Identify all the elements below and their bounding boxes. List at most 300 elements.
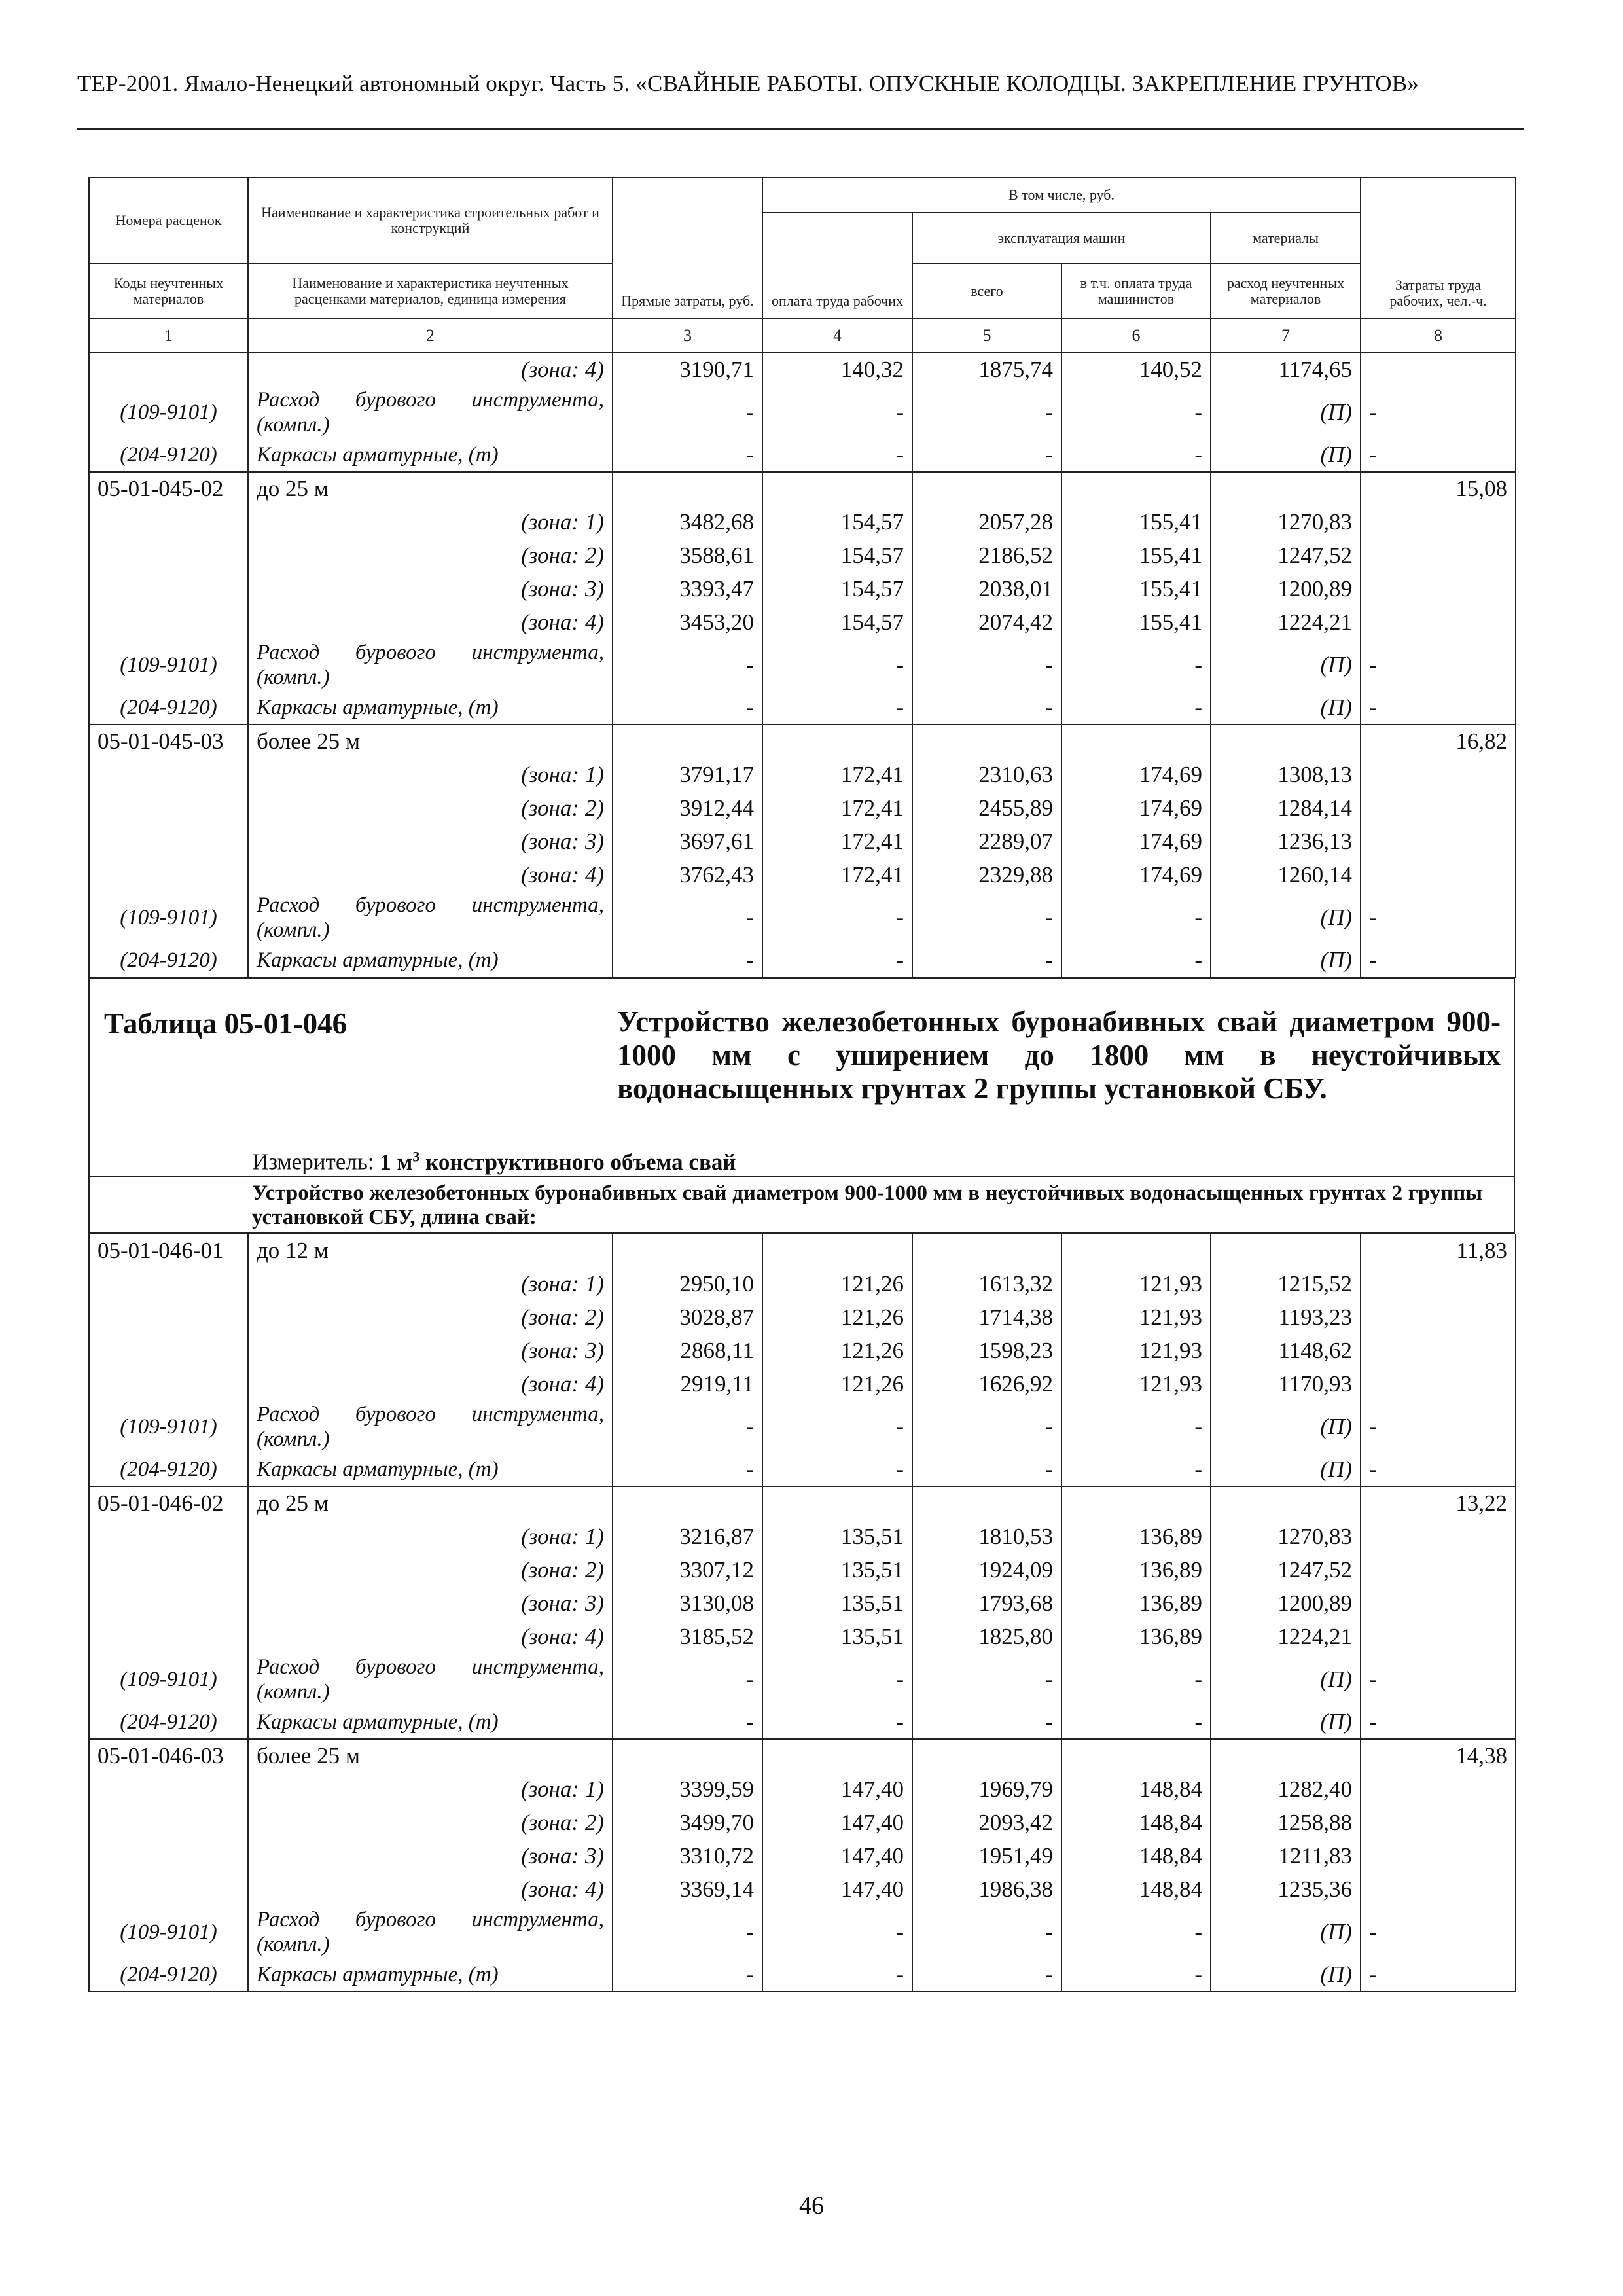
empty-cell bbox=[89, 1267, 248, 1300]
labor-wage: 154,57 bbox=[762, 572, 912, 605]
machines-total: 1951,49 bbox=[912, 1839, 1061, 1873]
direct-cost: 3399,59 bbox=[613, 1772, 762, 1806]
empty-cell bbox=[1361, 1300, 1516, 1334]
machines-total: 1598,23 bbox=[912, 1334, 1061, 1367]
labor-wage: 172,41 bbox=[762, 825, 912, 858]
dash: - bbox=[762, 386, 912, 439]
material-name: Каркасы арматурные, (т) bbox=[248, 1958, 613, 1992]
material-row bbox=[89, 639, 1516, 691]
machines-total: 1875,74 bbox=[912, 353, 1061, 386]
materials-cost: 1236,13 bbox=[1211, 825, 1361, 858]
machines-total: 1613,32 bbox=[912, 1267, 1061, 1300]
dash: - bbox=[1061, 1453, 1211, 1486]
labor-wage: 154,57 bbox=[762, 605, 912, 639]
operators-wage: 174,69 bbox=[1061, 825, 1211, 858]
empty-cell bbox=[1361, 605, 1516, 639]
operators-wage: 174,69 bbox=[1061, 791, 1211, 825]
empty-cell bbox=[912, 1739, 1061, 1772]
zone-row bbox=[89, 1806, 1516, 1839]
zone-row bbox=[89, 1553, 1516, 1587]
dash: - bbox=[1061, 1401, 1211, 1453]
materials-cost: 1211,83 bbox=[1211, 1839, 1361, 1873]
machines-total: 1714,38 bbox=[912, 1300, 1061, 1334]
empty-cell bbox=[1361, 1367, 1516, 1401]
material-code: (109-9101) bbox=[89, 1653, 248, 1706]
labor-wage: 135,51 bbox=[762, 1520, 912, 1553]
material-name: Расход бурового инструмента, (компл.) bbox=[248, 1653, 613, 1706]
rate-length: более 25 м bbox=[248, 1739, 613, 1772]
zone-row bbox=[89, 605, 1516, 639]
dash: - bbox=[912, 944, 1061, 977]
col-number: 1 bbox=[89, 319, 248, 353]
zone-label: (зона: 3) bbox=[248, 1839, 613, 1873]
labor-wage: 135,51 bbox=[762, 1553, 912, 1587]
machines-total: 2074,42 bbox=[912, 605, 1061, 639]
empty-cell bbox=[762, 1739, 912, 1772]
table-number: Таблица 05-01-046 bbox=[104, 1007, 348, 1040]
machines-total: 2310,63 bbox=[912, 758, 1061, 791]
operators-wage: 155,41 bbox=[1061, 505, 1211, 539]
labor-cost: 16,82 bbox=[1361, 725, 1516, 758]
materials-cost: 1260,14 bbox=[1211, 858, 1361, 891]
direct-cost: 3453,20 bbox=[613, 605, 762, 639]
materials-cost: 1270,83 bbox=[1211, 505, 1361, 539]
dash: - bbox=[912, 639, 1061, 691]
material-row bbox=[89, 1706, 1516, 1739]
col6-header: в т.ч. оплата труда машинистов bbox=[1061, 264, 1211, 319]
empty-cell bbox=[89, 1367, 248, 1401]
zone-row bbox=[89, 353, 1516, 386]
dash: - bbox=[912, 1906, 1061, 1958]
rate-code-row bbox=[89, 472, 1516, 505]
empty-cell bbox=[912, 725, 1061, 758]
material-p-mark: (П) bbox=[1211, 639, 1361, 691]
header-rule bbox=[77, 128, 1524, 130]
rate-length: более 25 м bbox=[248, 725, 613, 758]
empty-cell bbox=[89, 505, 248, 539]
empty-cell bbox=[89, 758, 248, 791]
material-p-mark: (П) bbox=[1211, 944, 1361, 977]
rate-code-row bbox=[89, 1486, 1516, 1520]
zone-label: (зона: 4) bbox=[248, 858, 613, 891]
direct-cost: 2919,11 bbox=[613, 1367, 762, 1401]
materials-cost: 1235,36 bbox=[1211, 1873, 1361, 1906]
dash: - bbox=[613, 639, 762, 691]
material-name: Расход бурового инструмента, (компл.) bbox=[248, 639, 613, 691]
material-row bbox=[89, 1906, 1516, 1958]
operators-wage: 121,93 bbox=[1061, 1300, 1211, 1334]
machines-total: 2038,01 bbox=[912, 572, 1061, 605]
rate-length: до 25 м bbox=[248, 472, 613, 505]
machines-total: 1810,53 bbox=[912, 1520, 1061, 1553]
col-number: 7 bbox=[1211, 319, 1361, 353]
zone-label: (зона: 2) bbox=[248, 791, 613, 825]
page-header: ТЕР-2001. Ямало-Ненецкий автономный округ. Часть 5. «СВАЙНЫЕ РАБОТЫ. ОПУСКНЫЕ КОЛОДЦЫ. ЗАКРЕПЛЕНИЕ ГРУНТОВ» bbox=[77, 71, 1419, 96]
material-row bbox=[89, 691, 1516, 725]
zone-label: (зона: 1) bbox=[248, 758, 613, 791]
empty-cell bbox=[89, 1806, 248, 1839]
col7-header: расход неучтенных материалов bbox=[1211, 264, 1361, 319]
dash: - bbox=[912, 439, 1061, 472]
dash: - bbox=[762, 639, 912, 691]
dash: - bbox=[1361, 1906, 1516, 1958]
direct-cost: 3130,08 bbox=[613, 1587, 762, 1620]
empty-cell bbox=[1061, 1739, 1211, 1772]
dash: - bbox=[613, 1906, 762, 1958]
direct-cost: 2950,10 bbox=[613, 1267, 762, 1300]
dash: - bbox=[1361, 439, 1516, 472]
col-number: 5 bbox=[912, 319, 1061, 353]
material-p-mark: (П) bbox=[1211, 1653, 1361, 1706]
zone-label: (зона: 1) bbox=[248, 1520, 613, 1553]
labor-wage: 121,26 bbox=[762, 1367, 912, 1401]
direct-cost: 3310,72 bbox=[613, 1839, 762, 1873]
rate-code: 05-01-045-02 bbox=[89, 472, 248, 505]
machines-total: 1924,09 bbox=[912, 1553, 1061, 1587]
labor-wage: 147,40 bbox=[762, 1839, 912, 1873]
machines-total: 2289,07 bbox=[912, 825, 1061, 858]
material-row bbox=[89, 944, 1516, 977]
empty-cell bbox=[1211, 725, 1361, 758]
zone-row bbox=[89, 1587, 1516, 1620]
operators-wage: 121,93 bbox=[1061, 1367, 1211, 1401]
empty-cell bbox=[912, 472, 1061, 505]
empty-cell bbox=[1361, 572, 1516, 605]
rate-code: 05-01-045-03 bbox=[89, 725, 248, 758]
dash: - bbox=[762, 1401, 912, 1453]
operators-wage: 155,41 bbox=[1061, 605, 1211, 639]
empty-cell bbox=[1361, 505, 1516, 539]
materials-cost: 1258,88 bbox=[1211, 1806, 1361, 1839]
rate-code-row bbox=[89, 1739, 1516, 1772]
material-name: Каркасы арматурные, (т) bbox=[248, 691, 613, 725]
empty-cell bbox=[1361, 539, 1516, 572]
empty-cell bbox=[89, 1334, 248, 1367]
empty-cell bbox=[89, 858, 248, 891]
material-row bbox=[89, 1653, 1516, 1706]
material-code: (204-9120) bbox=[89, 691, 248, 725]
col4-header: оплата труда рабочих bbox=[762, 213, 912, 319]
section-caption: Устройство железобетонных буронабивных свай диаметром 900-1000 мм в неустойчивых водонасыщенных грунтах 2 группы установкой СБУ, длина свай: bbox=[88, 1177, 1515, 1234]
material-p-mark: (П) bbox=[1211, 386, 1361, 439]
empty-cell bbox=[89, 791, 248, 825]
zone-label: (зона: 3) bbox=[248, 825, 613, 858]
material-name: Каркасы арматурные, (т) bbox=[248, 1453, 613, 1486]
machines-total: 1626,92 bbox=[912, 1367, 1061, 1401]
empty-cell bbox=[1211, 472, 1361, 505]
zone-row bbox=[89, 1839, 1516, 1873]
material-name: Каркасы арматурные, (т) bbox=[248, 944, 613, 977]
empty-cell bbox=[613, 1234, 762, 1267]
zone-row bbox=[89, 758, 1516, 791]
direct-cost: 3588,61 bbox=[613, 539, 762, 572]
rate-code: 05-01-046-03 bbox=[89, 1739, 248, 1772]
empty-cell bbox=[613, 472, 762, 505]
direct-cost: 3190,71 bbox=[613, 353, 762, 386]
empty-cell bbox=[1061, 1234, 1211, 1267]
dash: - bbox=[762, 944, 912, 977]
dash: - bbox=[912, 1706, 1061, 1739]
empty-cell bbox=[762, 1486, 912, 1520]
col2-header-bottom: Наименование и характеристика неучтенных расценками материалов, единица измерения bbox=[248, 264, 613, 319]
dash: - bbox=[613, 944, 762, 977]
material-row bbox=[89, 891, 1516, 944]
col-number: 6 bbox=[1061, 319, 1211, 353]
zone-label: (зона: 1) bbox=[248, 505, 613, 539]
zone-label: (зона: 4) bbox=[248, 605, 613, 639]
empty-cell bbox=[1361, 1553, 1516, 1587]
materials-cost: 1270,83 bbox=[1211, 1520, 1361, 1553]
labor-wage: 172,41 bbox=[762, 858, 912, 891]
dash: - bbox=[1361, 1453, 1516, 1486]
labor-cost: 13,22 bbox=[1361, 1486, 1516, 1520]
labor-wage: 147,40 bbox=[762, 1772, 912, 1806]
empty-cell bbox=[89, 1587, 248, 1620]
table-title: Устройство железобетонных буронабивных свай диаметром 900-1000 мм с уширением до 1800 мм в неустойчивых водонасыщенных грунтах 2 группы установкой СБУ. bbox=[617, 1005, 1501, 1105]
materials-cost: 1247,52 bbox=[1211, 1553, 1361, 1587]
dash: - bbox=[762, 1453, 912, 1486]
operators-wage: 136,89 bbox=[1061, 1520, 1211, 1553]
dash: - bbox=[1361, 691, 1516, 725]
zone-row bbox=[89, 1772, 1516, 1806]
materials-cost: 1308,13 bbox=[1211, 758, 1361, 791]
empty-cell bbox=[1061, 1486, 1211, 1520]
zone-row bbox=[89, 825, 1516, 858]
dash: - bbox=[1361, 1958, 1516, 1992]
zone-label: (зона: 3) bbox=[248, 1334, 613, 1367]
materials-cost: 1282,40 bbox=[1211, 1772, 1361, 1806]
operators-wage: 148,84 bbox=[1061, 1873, 1211, 1906]
materials-cost: 1148,62 bbox=[1211, 1334, 1361, 1367]
rates-table-wrapper bbox=[88, 177, 1515, 1992]
zone-label: (зона: 2) bbox=[248, 1806, 613, 1839]
col2-header-top: Наименование и характеристика строительных работ и конструкций bbox=[248, 177, 613, 264]
material-p-mark: (П) bbox=[1211, 1453, 1361, 1486]
empty-cell bbox=[1361, 758, 1516, 791]
material-name: Расход бурового инструмента, (компл.) bbox=[248, 891, 613, 944]
zone-label: (зона: 4) bbox=[248, 1620, 613, 1653]
operators-wage: 136,89 bbox=[1061, 1587, 1211, 1620]
material-p-mark: (П) bbox=[1211, 1906, 1361, 1958]
empty-cell bbox=[89, 1300, 248, 1334]
direct-cost: 3393,47 bbox=[613, 572, 762, 605]
zone-row bbox=[89, 1367, 1516, 1401]
dash: - bbox=[762, 691, 912, 725]
dash: - bbox=[613, 1706, 762, 1739]
materials-cost: 1215,52 bbox=[1211, 1267, 1361, 1300]
empty-cell bbox=[762, 725, 912, 758]
unit-of-measure: Измеритель: 1 $м^3$ конструктивного объема свай bbox=[252, 1148, 736, 1175]
dash: - bbox=[1061, 1958, 1211, 1992]
labor-wage: 154,57 bbox=[762, 505, 912, 539]
empty-cell bbox=[1211, 1739, 1361, 1772]
labor-wage: 121,26 bbox=[762, 1267, 912, 1300]
rate-code: 05-01-046-01 bbox=[89, 1234, 248, 1267]
empty-cell bbox=[1061, 725, 1211, 758]
labor-wage: 121,26 bbox=[762, 1300, 912, 1334]
labor-wage: 140,32 bbox=[762, 353, 912, 386]
dash: - bbox=[613, 439, 762, 472]
zone-row bbox=[89, 1267, 1516, 1300]
machines-total: 1825,80 bbox=[912, 1620, 1061, 1653]
col5-header: всего bbox=[912, 264, 1061, 319]
direct-cost: 3185,52 bbox=[613, 1620, 762, 1653]
machines-total: 2329,88 bbox=[912, 858, 1061, 891]
material-code: (109-9101) bbox=[89, 386, 248, 439]
rate-length: до 25 м bbox=[248, 1486, 613, 1520]
operators-wage: 148,84 bbox=[1061, 1806, 1211, 1839]
direct-cost: 3307,12 bbox=[613, 1553, 762, 1587]
material-code: (204-9120) bbox=[89, 1453, 248, 1486]
labor-wage: 135,51 bbox=[762, 1587, 912, 1620]
empty-cell bbox=[89, 572, 248, 605]
zone-label: (зона: 4) bbox=[248, 353, 613, 386]
machines-total: 2057,28 bbox=[912, 505, 1061, 539]
empty-cell bbox=[1361, 825, 1516, 858]
zone-label: (зона: 2) bbox=[248, 539, 613, 572]
rate-code-row bbox=[89, 1234, 1516, 1267]
materials-cost: 1193,23 bbox=[1211, 1300, 1361, 1334]
zone-row bbox=[89, 572, 1516, 605]
empty-cell bbox=[1361, 1873, 1516, 1906]
col-number: 2 bbox=[248, 319, 613, 353]
empty-cell bbox=[912, 1234, 1061, 1267]
zone-row bbox=[89, 1873, 1516, 1906]
material-code: (109-9101) bbox=[89, 891, 248, 944]
zone-label: (зона: 3) bbox=[248, 1587, 613, 1620]
dash: - bbox=[613, 386, 762, 439]
dash: - bbox=[613, 1958, 762, 1992]
machines-total: 1969,79 bbox=[912, 1772, 1061, 1806]
empty-cell bbox=[1211, 1234, 1361, 1267]
operators-wage: 121,93 bbox=[1061, 1267, 1211, 1300]
dash: - bbox=[613, 1653, 762, 1706]
zone-row bbox=[89, 505, 1516, 539]
empty-cell bbox=[89, 1839, 248, 1873]
table-title-block bbox=[88, 978, 1515, 1177]
rates-table-top bbox=[88, 177, 1516, 978]
material-p-mark: (П) bbox=[1211, 891, 1361, 944]
empty-cell bbox=[1211, 1486, 1361, 1520]
dash: - bbox=[1361, 386, 1516, 439]
machines-total: 1793,68 bbox=[912, 1587, 1061, 1620]
direct-cost: 3482,68 bbox=[613, 505, 762, 539]
materials-cost: 1224,21 bbox=[1211, 605, 1361, 639]
zone-row bbox=[89, 1620, 1516, 1653]
dash: - bbox=[613, 1453, 762, 1486]
zone-row bbox=[89, 791, 1516, 825]
zone-label: (зона: 1) bbox=[248, 1267, 613, 1300]
labor-wage: 154,57 bbox=[762, 539, 912, 572]
direct-cost: 3791,17 bbox=[613, 758, 762, 791]
materials-header: материалы bbox=[1211, 213, 1361, 264]
zone-row bbox=[89, 858, 1516, 891]
dash: - bbox=[1061, 1906, 1211, 1958]
operators-wage: 155,41 bbox=[1061, 539, 1211, 572]
zone-row bbox=[89, 1334, 1516, 1367]
labor-cost: 15,08 bbox=[1361, 472, 1516, 505]
dash: - bbox=[1361, 639, 1516, 691]
empty-cell bbox=[613, 725, 762, 758]
zone-row bbox=[89, 1300, 1516, 1334]
material-row bbox=[89, 1453, 1516, 1486]
materials-cost: 1200,89 bbox=[1211, 1587, 1361, 1620]
empty-cell bbox=[89, 1620, 248, 1653]
direct-cost: 2868,11 bbox=[613, 1334, 762, 1367]
direct-cost: 3028,87 bbox=[613, 1300, 762, 1334]
zone-label: (зона: 4) bbox=[248, 1367, 613, 1401]
dash: - bbox=[912, 1453, 1061, 1486]
materials-cost: 1200,89 bbox=[1211, 572, 1361, 605]
zone-label: (зона: 2) bbox=[248, 1300, 613, 1334]
material-name: Расход бурового инструмента, (компл.) bbox=[248, 1401, 613, 1453]
zone-label: (зона: 2) bbox=[248, 1553, 613, 1587]
direct-cost: 3912,44 bbox=[613, 791, 762, 825]
direct-cost: 3499,70 bbox=[613, 1806, 762, 1839]
table-header bbox=[89, 177, 1516, 353]
material-code: (109-9101) bbox=[89, 1906, 248, 1958]
material-row bbox=[89, 1401, 1516, 1453]
dash: - bbox=[1361, 1401, 1516, 1453]
zone-row bbox=[89, 539, 1516, 572]
dash: - bbox=[1361, 891, 1516, 944]
material-p-mark: (П) bbox=[1211, 691, 1361, 725]
group-header: В том числе, руб. bbox=[762, 177, 1361, 213]
material-p-mark: (П) bbox=[1211, 439, 1361, 472]
dash: - bbox=[912, 386, 1061, 439]
empty-cell bbox=[89, 605, 248, 639]
materials-cost: 1284,14 bbox=[1211, 791, 1361, 825]
empty-cell bbox=[1361, 1267, 1516, 1300]
material-p-mark: (П) bbox=[1211, 1401, 1361, 1453]
zone-label: (зона: 1) bbox=[248, 1772, 613, 1806]
empty-cell bbox=[89, 1520, 248, 1553]
dash: - bbox=[912, 1401, 1061, 1453]
dash: - bbox=[613, 1401, 762, 1453]
zone-label: (зона: 3) bbox=[248, 572, 613, 605]
operators-wage: 174,69 bbox=[1061, 858, 1211, 891]
dash: - bbox=[613, 891, 762, 944]
machines-total: 2093,42 bbox=[912, 1806, 1061, 1839]
material-row bbox=[89, 439, 1516, 472]
material-name: Расход бурового инструмента, (компл.) bbox=[248, 1906, 613, 1958]
operators-wage: 140,52 bbox=[1061, 353, 1211, 386]
labor-wage: 147,40 bbox=[762, 1806, 912, 1839]
dash: - bbox=[1361, 944, 1516, 977]
rates-table-bottom bbox=[88, 1234, 1516, 1992]
direct-cost: 3697,61 bbox=[613, 825, 762, 858]
dash: - bbox=[762, 1906, 912, 1958]
empty-cell bbox=[1361, 1587, 1516, 1620]
labor-wage: 172,41 bbox=[762, 758, 912, 791]
machines-total: 2186,52 bbox=[912, 539, 1061, 572]
empty-cell bbox=[1361, 1839, 1516, 1873]
dash: - bbox=[762, 1958, 912, 1992]
direct-cost: 3762,43 bbox=[613, 858, 762, 891]
machines-total: 1986,38 bbox=[912, 1873, 1061, 1906]
operators-wage: 155,41 bbox=[1061, 572, 1211, 605]
dash: - bbox=[1061, 639, 1211, 691]
dash: - bbox=[1061, 891, 1211, 944]
dash: - bbox=[613, 691, 762, 725]
labor-wage: 135,51 bbox=[762, 1620, 912, 1653]
col-number: 8 bbox=[1361, 319, 1516, 353]
material-name: Расход бурового инструмента, (компл.) bbox=[248, 386, 613, 439]
empty-cell bbox=[89, 1553, 248, 1587]
material-code: (204-9120) bbox=[89, 439, 248, 472]
material-name: Каркасы арматурные, (т) bbox=[248, 439, 613, 472]
labor-cost: 14,38 bbox=[1361, 1739, 1516, 1772]
